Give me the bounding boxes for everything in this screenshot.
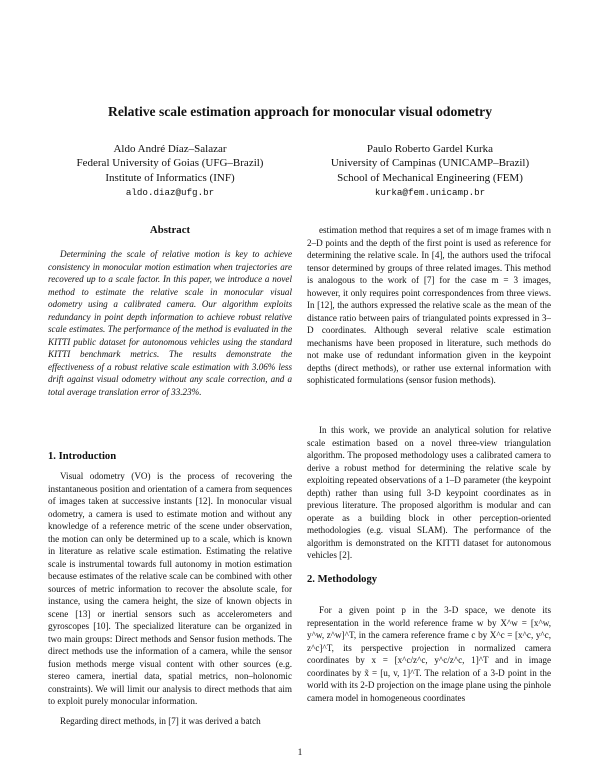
paper-title: Relative scale estimation approach for monocular visual odometry: [108, 104, 492, 119]
author-department: School of Mechanical Engineering (FEM): [337, 171, 523, 184]
author-affiliation: Federal University of Goias (UFG–Brazil): [76, 157, 264, 170]
right-column-paragraph-1: estimation method that requires a set of m image frames with n 2–D points and the depth of the first point is used as reference for determining the relative scale. In [4], the authors used the trifocal tensor determined by groups of three related images. This method is analogous to the work of [7] for the case m = 3 images, however, it only requires point correspondences from three views. In [12], the authors expressed the relative scale as the mean of the distance ratio between pairs of triangulated points expressed in 3–D coordinates. Although several relative scale estimation mechanisms have been proposed in literature, such methods do not make use of redundant information given in the keypoint depths (direct methods), or rather use external information with sophisticated formulations (sensor fusion methods).: [307, 225, 551, 385]
intro-paragraph-2: Regarding direct methods, in [7] it was derived a batch: [60, 716, 261, 726]
section-heading-methodology: 2. Methodology: [307, 574, 378, 585]
author-block-2: [300, 142, 560, 201]
intro-paragraph-1: Visual odometry (VO) is the process of recovering the instantaneous position and orientation of a camera from sequences of images taken at successive instants [12]. In monocular visual odometry, a camera is used to estimate motion and without any knowledge of a reference metric of the scene under observation, the motion can only be determined up to a scale, which is known in literature as relative scale estimation. Estimating the relative scale is instrumental towards full autonomy in motion estimation because estimates of the relative scale can be combined with other sources of metric information to recover the absolute scale, for instance, using the camera height, the size of known objects in scene [13] or inertial sensors such as accelerometers and gyroscopes [10]. The specialized literature can be organized in two main groups: Direct methods and Sensor fusion methods. The direct methods use the information of a camera, while the sensor fusion methods merge visual content with other sources (e.g. stereo camera, inertial data, spatial metrics, non–holonomic constraints). We will limit our analysis to direct methods that aim to exploit purely monocular information.: [48, 471, 292, 706]
author-block-1: [40, 142, 300, 201]
author-name: Paulo Roberto Gardel Kurka: [366, 143, 494, 155]
right-column-paragraph-2: In this work, we provide an analytical solution for relative scale estimation based on a novel three-view triangulation algorithm. The proposed methodology uses a calibrated camera to derive a robust method for determining the relative scale by exploiting repeated observations of a 1–D parameter (the keypoint depth) rather than using full 3-D keypoint coordinates as in previous literature. The proposed algorithm is modular and can operate as a building block in other perception-oriented methodologies (e.g. visual SLAM). The performance of the algorithm is demonstrated on the KITTI dataset for autonomous vehicles [2].: [307, 425, 551, 560]
abstract-heading: Abstract: [149, 224, 191, 236]
author-affiliation: University of Campinas (UNICAMP–Brazil): [330, 157, 530, 170]
author-name: Aldo André Díaz–Salazar: [113, 143, 227, 155]
abstract-text: Determining the scale of relative motion is key to achieve consistency in monocular motion estimation when trajectories are recovered up to a scale factor. In this paper, we introduce a novel method to estimate the relative scale in monocular visual odometry using a calibrated camera. Our algorithm exploits redundancy in point depth information to achieve robust relative scale estimates. The performance of the method is evaluated in the KITTI public dataset for autonomous vehicles using the standard KITTI benchmark metrics. The results demonstrate the effectiveness of a robust relative scale estimation with 3.06% less drift against visual odometry without any scale correction, and a total average translation error of 33.23%.: [48, 249, 292, 397]
page-number: 1: [297, 748, 303, 758]
author-department: Institute of Informatics (INF): [105, 171, 235, 184]
author-email: aldo.diaz@ufg.br: [125, 186, 215, 198]
author-email: kurka@fem.unicamp.br: [374, 186, 486, 198]
section-heading-introduction: 1. Introduction: [48, 451, 117, 462]
methodology-paragraph-1: For a given point p in the 3-D space, we denote its representation in the world reference frame w by X^w = [x^w, y^w, z^w]^T, in the camera reference frame c by X^c = [x^c, y^c, z^c]^T, its perspective projection in normalized camera coordinates by x = [x^c/z^c, y^c/z^c, 1]^T and in image coordinates by x̃ = [u, v, 1]^T. The relation of a 3-D point in the world with its 2-D projection on the image plane using the pinhole camera model in homogeneous coordinates: [307, 605, 551, 703]
